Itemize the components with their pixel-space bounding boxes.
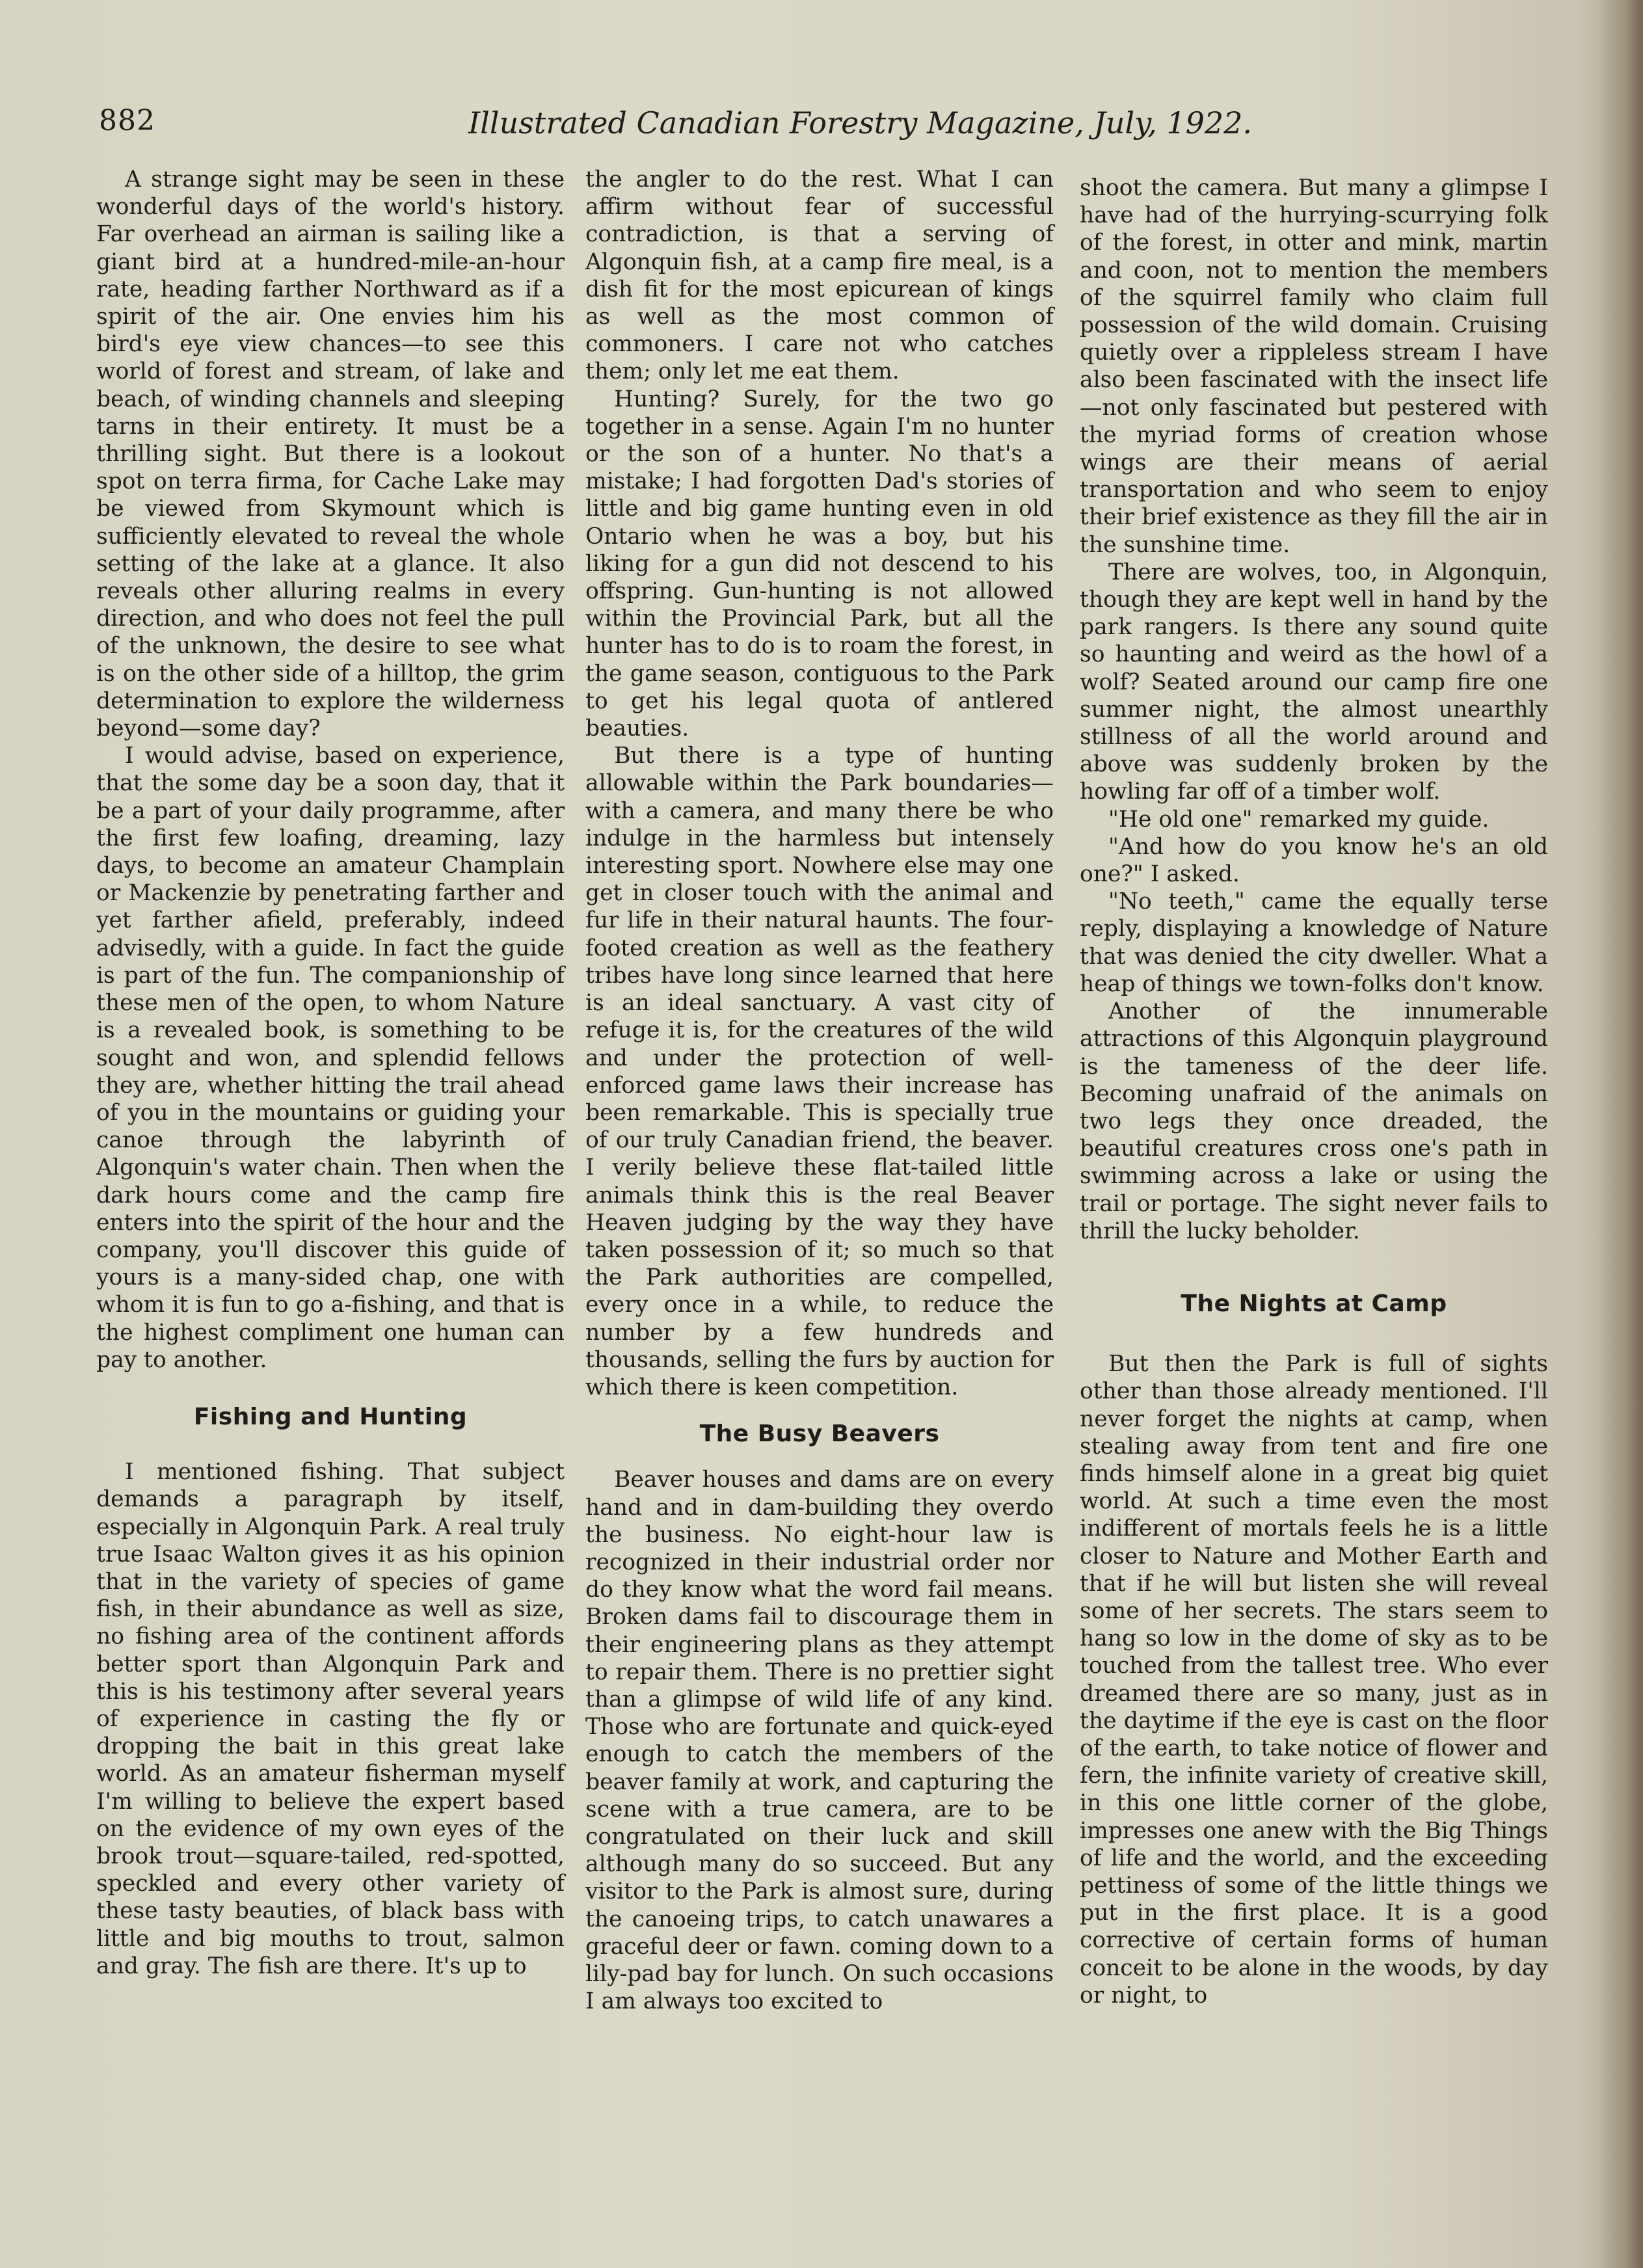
text-column-1 xyxy=(96,166,565,1980)
section-heading: The Nights at Camp xyxy=(1181,1290,1447,1317)
running-head: Illustrated Canadian Forestry Magazine, July, 1922. xyxy=(468,105,1253,140)
paragraph: I would advise, based on experience, that the some day be a soon day, that it be a part of your daily programme, after the first few loafing, dreaming, lazy days, to become an amateur Champlain or Mackenzie by penetrating farther and yet farther afield, preferably, indeed advisedly, with a guide. In fact the guide is part of the fun. The companionship of these men of the open, to whom Nature is a revealed book, is something to be sought and won, and splendid fellows they are, whether hitting the trail ahead of you in the mountains or guiding your canoe through the labyrinth of Algonquin's water chain. Then when the dark hours come and the camp fire enters into the spirit of the hour and the company, you'll discover this guide of yours is a many-sided chap, one with whom it is fun to go a-fishing, and that is the highest compliment one human can pay to another. xyxy=(96,743,565,1373)
paragraph: "He old one" remarked my guide. xyxy=(1108,806,1489,833)
paragraph: Beaver houses and dams are on every hand and in dam-building they overdo the business. No eight-hour law is recognized in their industrial order nor do they know what the word fail means. Broken dams fail to discourage them in their engineering plans as they attempt to repair them. There is no prettier sight than a glimpse of wild life of any kind. Those who are fortunate and quick-eyed enough to catch the members of the beaver family at work, and capturing the scene with a true camera, are to be congratulated on their luck and skill although many do so succeed. But any visitor to the Park is almost sure, during the canoeing trips, to catch unawares a graceful deer or fawn. coming down to a lily-pad bay for lunch. On such occasions I am always too excited to xyxy=(585,1467,1054,2015)
page-edge-shadow xyxy=(1597,0,1643,2268)
paragraph: "And how do you know he's an old one?" I asked. xyxy=(1080,833,1548,888)
section-heading: The Busy Beavers xyxy=(699,1421,940,1448)
paragraph: Another of the innumerable attractions of this Algonquin playground is the tameness of the deer life. Becoming unafraid of the animals on two legs they once dreaded, the beautiful creatures cross one's path in swimming across a lake or using the trail or portage. The sight never fails to thrill the lucky beholder. xyxy=(1080,998,1548,1244)
page-number: 882 xyxy=(99,104,155,137)
paragraph: I mentioned fishing. That subject demands a paragraph by itself, especially in Algonquin Park. A real truly true Isaac Walton gives it as his opinion that in the variety of species of game fish, in their abundance as well as size, no fishing area of the continent affords better sport than Algonquin Park and this is his testimony after several years of experience in casting the fly or dropping the bait in this great lake world. As an amateur fisherman myself I'm willing to believe the expert based on the evidence of my own eyes of the brook trout—square-tailed, red-spotted, speckled and every other variety of these tasty beauties, of black bass with little and big mouths to trout, salmon and gray. The fish are there. It's up to xyxy=(96,1459,565,1979)
paragraph-continued: shoot the camera. But many a glimpse I have had of the hurrying-scurrying folk of the forest, in otter and mink, martin and coon, not to mention the members of the squirrel family who claim full possession of the wild domain. Cruising quietly over a rippleless stream I have also been fascinated with the insect life—not only fascinated but pestered with the myriad forms of creation whose wings are their means of aerial transportation and who seem to enjoy their brief existence as they fill the air in the sunshine time. xyxy=(1080,175,1548,558)
paragraph: "No teeth," came the equally terse reply, displaying a knowledge of Nature that was denied the city dweller. What a heap of things we town-folks don't know. xyxy=(1080,888,1548,997)
section-heading: Fishing and Hunting xyxy=(193,1403,468,1430)
paragraph: Hunting? Surely, for the two go together in a sense. Again I'm no hunter or the son of a hunter. No that's a mistake; I had forgotten Dad's stories of little and big game hunting even in old Ontario when he was a boy, but his liking for a gun did not descend to his offspring. Gun-hunting is not allowed within the Provincial Park, but all the hunter has to do is to roam the forest, in the game season, contiguous to the Park to get his legal quota of antlered beauties. xyxy=(585,386,1054,742)
paragraph: There are wolves, too, in Algonquin, though they are kept well in hand by the park rangers. Is there any sound quite so haunting and weird as the howl of a wolf? Seated around our camp fire one summer night, the almost unearthly stillness of all the world around and above was suddenly broken by the howling far off of a timber wolf. xyxy=(1080,559,1548,805)
paragraph: But there is a type of hunting allowable within the Park boundaries—with a camera, and many there be who indulge in the harmless but intensely interesting sport. Nowhere else may one get in closer touch with the animal and fur life in their natural haunts. The four-footed creation as well as the feathery tribes have long since learned that here is an ideal sanctuary. A vast city of refuge it is, for the creatures of the wild and under the protection of well-enforced game laws their increase has been remarkable. This is specially true of our truly Canadian friend, the beaver. I verily believe these flat-tailed little animals think this is the real Beaver Heaven judging by the way they have taken possession of it; so much so that the Park authorities are compelled, every once in a while, to reduce the number by a few hundreds and thousands, selling the furs by auction for which there is keen competition. xyxy=(585,743,1054,1400)
paragraph: But then the Park is full of sights other than those already mentioned. I'll never forget the nights at camp, when stealing away from tent and fire one finds himself alone in a great big quiet world. At such a time even the most indifferent of mortals feels he is a little closer to Nature and Mother Earth and that if he will but listen she will reveal some of her secrets. The stars seem to hang so low in the dome of sky as to be touched from the tallest tree. Who ever dreamed there are so many, just as in the daytime if the eye is cast on the floor of the earth, to take notice of flower and fern, the infinite variety of creative skill, in this one little corner of the globe, impresses one anew with the Big Things of life and the world, and the exceeding pettiness of some of the little things we put in the first place. It is a good corrective of certain forms of human conceit to be alone in the woods, by day or night, to xyxy=(1080,1351,1548,2008)
paragraph: A strange sight may be seen in these wonderful days of the world's history. Far overhead an airman is sailing like a giant bird at a hundred-mile-an-hour rate, heading farther Northward as if a spirit of the air. One envies him his bird's eye view chances—to see this world of forest and stream, of lake and beach, of winding channels and sleeping tarns in their entirety. It must be a thrilling sight. But there is a lookout spot on terra firma, for Cache Lake may be viewed from Skymount which is sufficiently elevated to reveal the whole setting of the lake at a glance. It also reveals other alluring realms in every direction, and who does not feel the pull of the unknown, the desire to see what is on the other side of a hilltop, the grim determination to explore the wilderness beyond—some day? xyxy=(96,167,565,742)
paragraph-continued: the angler to do the rest. What I can affirm without fear of successful contradiction, is that a serving of Algonquin fish, at a camp fire meal, is a dish fit for the most epicurean of kings as well as the most common of commoners. I care not who catches them; only let me eat them. xyxy=(585,167,1054,385)
text-column-3 xyxy=(1080,174,1548,2009)
text-column-2 xyxy=(585,166,1054,2015)
